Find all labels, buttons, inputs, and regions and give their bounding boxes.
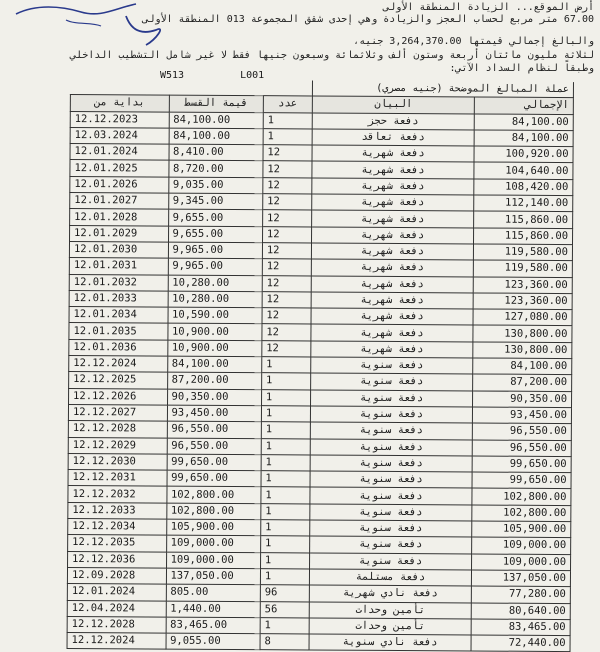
col-description-header: البيان bbox=[312, 96, 475, 113]
row-count: 12 bbox=[262, 308, 311, 325]
row-count: 12 bbox=[262, 259, 311, 276]
row-date: 12.01.2035 bbox=[69, 323, 168, 340]
row-amount: 8,720.00 bbox=[168, 161, 262, 178]
row-amount: 90,350.00 bbox=[167, 389, 261, 406]
row-total: 83,465.00 bbox=[472, 619, 571, 636]
row-date: 12.03.2024 bbox=[70, 127, 169, 144]
row-amount: 805.00 bbox=[166, 584, 260, 601]
row-amount: 83,465.00 bbox=[166, 617, 260, 634]
row-description: دفعة سنوية bbox=[309, 536, 472, 553]
row-total: 119,580.00 bbox=[474, 260, 573, 277]
row-amount: 102,800.00 bbox=[166, 503, 260, 520]
row-date: 12.01.2030 bbox=[69, 241, 168, 258]
row-total: 72,440.00 bbox=[471, 635, 570, 652]
row-description: دفعة شهرية bbox=[311, 324, 474, 341]
col-amount-header: قيمة القسط bbox=[169, 95, 263, 112]
row-description: دفعة نادي شهرية bbox=[309, 585, 472, 602]
row-count: 1 bbox=[261, 503, 310, 520]
row-amount: 137,050.00 bbox=[166, 568, 260, 585]
row-count: 1 bbox=[262, 357, 311, 374]
row-amount: 10,280.00 bbox=[168, 275, 262, 292]
row-amount: 10,900.00 bbox=[167, 324, 261, 341]
row-date: 12.12.2028 bbox=[68, 421, 167, 438]
row-date: 12.12.2032 bbox=[68, 486, 167, 503]
row-description: دفعة شهرية bbox=[311, 178, 474, 195]
row-count: 1 bbox=[261, 520, 310, 537]
row-amount: 84,100.00 bbox=[169, 128, 263, 145]
row-count: 1 bbox=[263, 112, 312, 129]
row-total: 137,050.00 bbox=[472, 570, 571, 587]
row-total: 99,650.00 bbox=[472, 472, 571, 489]
row-description: دفعة شهرية bbox=[312, 161, 475, 178]
row-description: دفعة شهرية bbox=[312, 145, 475, 162]
row-count: 1 bbox=[260, 552, 309, 569]
row-amount: 9,965.00 bbox=[168, 258, 262, 275]
row-amount: 109,000.00 bbox=[166, 552, 260, 569]
row-date: 12.01.2024 bbox=[70, 144, 169, 161]
row-date: 12.12.2027 bbox=[68, 404, 167, 421]
row-count: 12 bbox=[262, 275, 311, 292]
row-count: 1 bbox=[260, 569, 309, 586]
row-total: 112,140.00 bbox=[474, 195, 573, 212]
row-amount: 105,900.00 bbox=[166, 519, 260, 536]
row-total: 84,100.00 bbox=[475, 130, 574, 147]
row-description: دفعة سنوية bbox=[310, 455, 473, 472]
row-amount: 87,200.00 bbox=[167, 372, 261, 389]
row-description: دفعة شهرية bbox=[311, 276, 474, 293]
row-amount: 9,965.00 bbox=[168, 242, 262, 259]
row-count: 12 bbox=[263, 194, 312, 211]
row-count: 12 bbox=[262, 292, 311, 309]
row-description: دفعة شهرية bbox=[310, 341, 473, 358]
row-description: تأمين وحدات bbox=[309, 618, 472, 635]
row-amount: 96,550.00 bbox=[167, 421, 261, 438]
row-date: 12.01.2025 bbox=[70, 160, 169, 177]
row-total: 102,800.00 bbox=[472, 505, 571, 522]
row-amount: 8,410.00 bbox=[169, 144, 263, 161]
row-description: دفعة شهرية bbox=[311, 292, 474, 309]
row-amount: 9,035.00 bbox=[168, 177, 262, 194]
row-date: 12.01.2032 bbox=[69, 274, 168, 291]
header-line-2: 67.00 متر مربع لحساب العجز والزيادة وهي إحدى شقق المجموعة 013 المنطقة الأولى bbox=[142, 14, 594, 25]
row-count: 12 bbox=[262, 226, 311, 243]
row-description: دفعة شهرية bbox=[311, 210, 474, 227]
row-date: 12.01.2029 bbox=[70, 225, 169, 242]
row-date: 12.04.2024 bbox=[67, 600, 166, 617]
row-total: 84,100.00 bbox=[473, 358, 572, 375]
row-description: دفعة سنوية bbox=[310, 439, 473, 456]
row-date: 12.12.2034 bbox=[68, 519, 167, 536]
row-total: 130,800.00 bbox=[473, 325, 572, 342]
row-date: 12.12.2029 bbox=[68, 437, 167, 454]
row-total: 123,360.00 bbox=[474, 293, 573, 310]
row-count: 1 bbox=[261, 389, 310, 406]
header-line-4: لثلاثة مليون مائتان أربعة وستون ألف وثلاثمائة وسبعون جنيها فقط لا غير شامل التشطيب الداخلي bbox=[70, 50, 594, 61]
row-count: 1 bbox=[261, 406, 310, 423]
row-amount: 10,590.00 bbox=[168, 307, 262, 324]
row-description: دفعة سنوية bbox=[309, 520, 472, 537]
row-description: دفعة سنوية bbox=[309, 504, 472, 521]
row-total: 87,200.00 bbox=[473, 374, 572, 391]
table-row bbox=[67, 633, 570, 652]
row-description: دفعة سنوية bbox=[309, 553, 472, 570]
row-description: دفعة سنوية bbox=[310, 422, 473, 439]
row-description: دفعة شهرية bbox=[311, 227, 474, 244]
row-count: 1 bbox=[261, 536, 310, 553]
row-date: 12.01.2036 bbox=[69, 339, 168, 356]
row-amount: 9,345.00 bbox=[168, 193, 262, 210]
row-description: دفعة سنوية bbox=[310, 390, 473, 407]
row-count: 12 bbox=[262, 324, 311, 341]
row-count: 1 bbox=[261, 455, 310, 472]
row-date: 12.12.2024 bbox=[69, 356, 168, 373]
row-date: 12.09.2028 bbox=[67, 567, 166, 584]
row-count: 96 bbox=[260, 585, 309, 602]
row-date: 12.01.2028 bbox=[70, 209, 169, 226]
row-amount: 99,650.00 bbox=[167, 454, 261, 471]
code-left: W513 bbox=[160, 70, 185, 81]
row-description: دفعة مستلمة bbox=[309, 569, 472, 586]
row-count: 12 bbox=[262, 243, 311, 260]
row-total: 96,550.00 bbox=[473, 423, 572, 440]
row-description: دفعة شهرية bbox=[311, 243, 474, 260]
row-total: 108,420.00 bbox=[474, 179, 573, 196]
row-amount: 9,655.00 bbox=[168, 226, 262, 243]
row-total: 102,800.00 bbox=[472, 488, 571, 505]
payment-schedule-table bbox=[67, 79, 574, 652]
row-description: دفعة تعاقد bbox=[312, 129, 475, 146]
row-total: 90,350.00 bbox=[473, 391, 572, 408]
row-description: دفعة سنوية bbox=[310, 487, 473, 504]
row-description: دفعة شهرية bbox=[311, 259, 474, 276]
row-amount: 93,450.00 bbox=[167, 405, 261, 422]
row-amount: 99,650.00 bbox=[167, 470, 261, 487]
row-description: دفعة نادي سنوية bbox=[309, 634, 472, 651]
row-total: 104,640.00 bbox=[474, 162, 573, 179]
row-count: 1 bbox=[261, 438, 310, 455]
row-total: 109,000.00 bbox=[472, 537, 571, 554]
row-date: 12.12.2023 bbox=[70, 111, 169, 128]
row-count: 12 bbox=[263, 161, 312, 178]
col-count-header: عدد bbox=[263, 96, 312, 113]
row-total: 93,450.00 bbox=[473, 407, 572, 424]
row-date: 12.12.2026 bbox=[69, 388, 168, 405]
row-count: 8 bbox=[260, 634, 309, 651]
row-amount: 9,055.00 bbox=[166, 633, 260, 650]
row-total: 115,860.00 bbox=[474, 211, 573, 228]
row-amount: 102,800.00 bbox=[166, 487, 260, 504]
row-date: 12.01.2034 bbox=[69, 307, 168, 324]
row-description: دفعة سنوية bbox=[310, 357, 473, 374]
col-date-header: بداية من bbox=[70, 95, 169, 112]
row-total: 127,080.00 bbox=[473, 309, 572, 326]
row-date: 12.12.2033 bbox=[68, 502, 167, 519]
row-description: دفعة حجز bbox=[312, 113, 475, 130]
row-date: 12.12.2028 bbox=[67, 616, 166, 633]
row-amount: 10,280.00 bbox=[168, 291, 262, 308]
row-date: 12.01.2026 bbox=[70, 176, 169, 193]
row-date: 12.12.2025 bbox=[69, 372, 168, 389]
row-date: 12.12.2036 bbox=[68, 551, 167, 568]
row-date: 12.01.2031 bbox=[69, 258, 168, 275]
row-count: 12 bbox=[263, 145, 312, 162]
row-total: 130,800.00 bbox=[473, 342, 572, 359]
row-count: 1 bbox=[261, 422, 310, 439]
row-amount: 84,100.00 bbox=[169, 112, 263, 129]
row-date: 12.12.2030 bbox=[68, 453, 167, 470]
row-amount: 96,550.00 bbox=[167, 438, 261, 455]
row-count: 1 bbox=[260, 617, 309, 634]
row-count: 1 bbox=[261, 471, 310, 488]
row-amount: 9,655.00 bbox=[168, 209, 262, 226]
row-description: دفعة شهرية bbox=[311, 194, 474, 211]
row-description: دفعة سنوية bbox=[310, 406, 473, 423]
header-line-5: وطبقاً لنظام السداد الآتي: bbox=[449, 63, 594, 74]
row-description: دفعة سنوية bbox=[310, 471, 473, 488]
table-title: عملة المبالغ الموضحة (جنيه مصري) bbox=[312, 80, 573, 97]
row-count: 12 bbox=[263, 177, 312, 194]
row-total: 84,100.00 bbox=[475, 114, 574, 131]
row-date: 12.01.2027 bbox=[70, 193, 169, 210]
row-count: 12 bbox=[262, 210, 311, 227]
row-count: 1 bbox=[261, 487, 310, 504]
row-description: دفعة شهرية bbox=[311, 308, 474, 325]
row-amount: 109,000.00 bbox=[166, 535, 260, 552]
row-total: 77,280.00 bbox=[472, 586, 571, 603]
row-date: 12.12.2031 bbox=[68, 470, 167, 487]
header-line-1: أرض الموقع... الزيادة المنطقة الأولى bbox=[383, 2, 594, 13]
row-count: 1 bbox=[261, 373, 310, 390]
row-total: 100,920.00 bbox=[474, 146, 573, 163]
row-total: 119,580.00 bbox=[474, 244, 573, 261]
row-total: 123,360.00 bbox=[474, 277, 573, 294]
row-description: تأمين وحدات bbox=[309, 601, 472, 618]
row-total: 115,860.00 bbox=[474, 228, 573, 245]
row-count: 56 bbox=[260, 601, 309, 618]
row-total: 96,550.00 bbox=[473, 439, 572, 456]
row-amount: 10,900.00 bbox=[167, 340, 261, 357]
col-total-header: الإجمالي bbox=[475, 97, 574, 114]
row-total: 109,000.00 bbox=[472, 554, 571, 571]
row-count: 1 bbox=[263, 129, 312, 146]
row-total: 105,900.00 bbox=[472, 521, 571, 538]
row-count: 12 bbox=[262, 340, 311, 357]
row-description: دفعة سنوية bbox=[310, 373, 473, 390]
code-right: L001 bbox=[240, 70, 265, 81]
header-line-3: والبالغ إجمالي قيمتها 3,264,370.00 جنيه، bbox=[353, 36, 594, 47]
row-amount: 84,100.00 bbox=[167, 356, 261, 373]
row-date: 12.12.2035 bbox=[68, 535, 167, 552]
row-total: 80,640.00 bbox=[472, 602, 571, 619]
row-amount: 1,440.00 bbox=[166, 601, 260, 618]
row-date: 12.12.2024 bbox=[67, 633, 166, 650]
row-date: 12.01.2024 bbox=[67, 584, 166, 601]
row-total: 99,650.00 bbox=[473, 456, 572, 473]
row-date: 12.01.2033 bbox=[69, 290, 168, 307]
